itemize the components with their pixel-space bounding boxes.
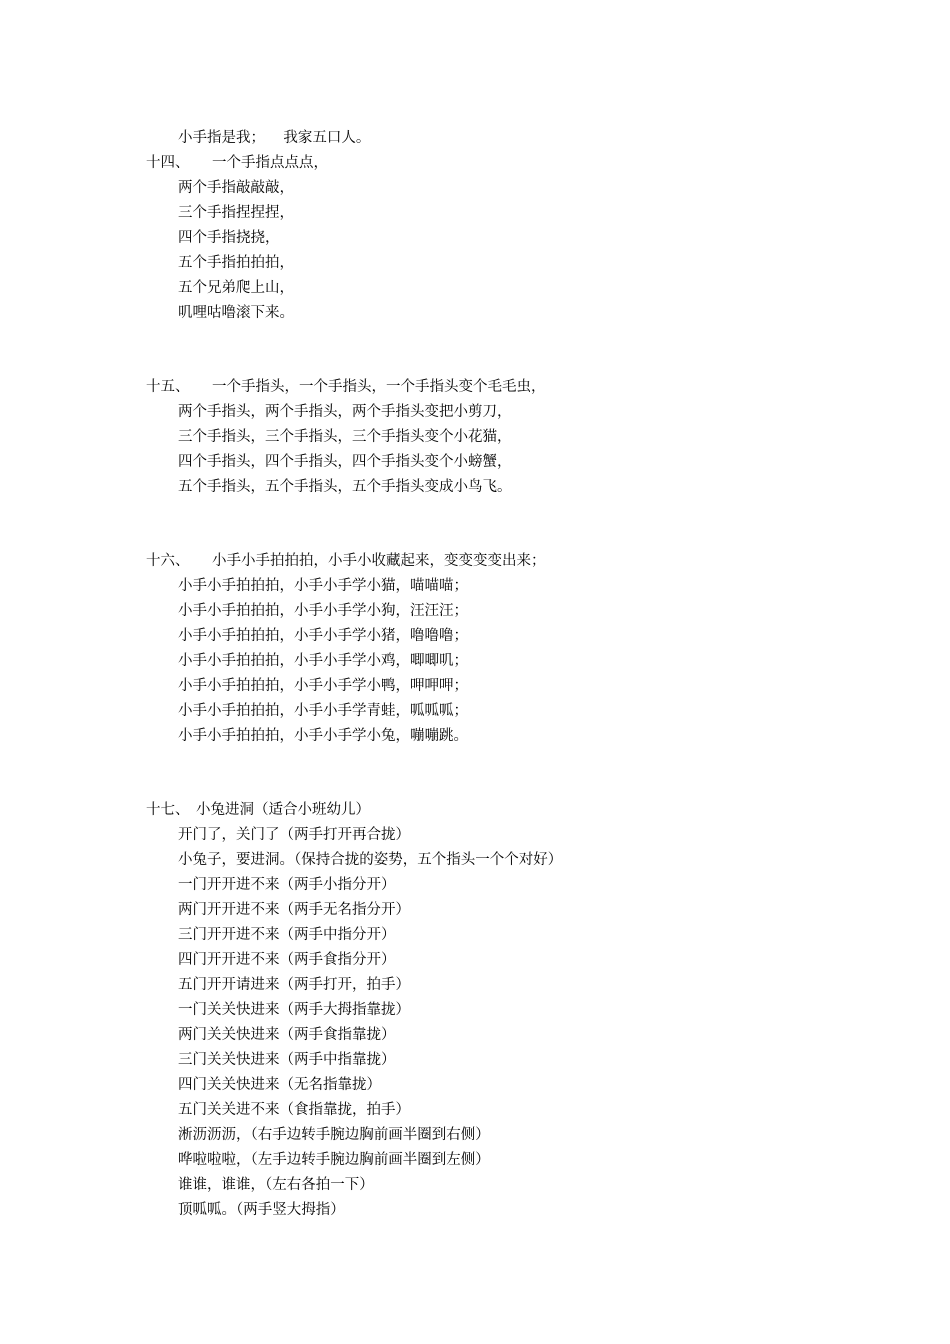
text-line: 四门关关快进来（无名指靠拢） <box>178 1077 381 1093</box>
section-first-line: 一个手指点点点， <box>212 155 328 171</box>
text-line: 小手小手拍拍拍，小手小手学小猪，噜噜噜； <box>178 628 468 644</box>
text-line: 淅沥沥沥，（右手边转手腕边胸前画半圈到右侧） <box>178 1127 490 1143</box>
text-line: 三门关关快进来（两手中指靠拢） <box>178 1052 396 1068</box>
text-line: 小手指是我； 我家五口人。 <box>178 130 371 146</box>
text-line: 五个兄弟爬上山， <box>178 280 294 296</box>
section-number: 十四、 <box>146 155 190 171</box>
text-line: 小兔子，要进洞。（保持合拢的姿势，五个指头一个个对好） <box>178 852 563 868</box>
text-line: 一门关关快进来（两手大拇指靠拢） <box>178 1002 410 1018</box>
text-line: 小手小手拍拍拍，小手小手学小鸡，唧唧叽； <box>178 653 468 669</box>
text-line: 三个手指捏捏捏， <box>178 205 294 221</box>
text-line: 四个手指挠挠， <box>178 230 280 246</box>
section-number: 十六、 <box>146 553 190 569</box>
section-first-line: 小兔进洞（适合小班幼儿） <box>196 802 370 818</box>
section-number: 十七、 <box>146 802 190 818</box>
text-line: 小手小手拍拍拍，小手小手学青蛙，呱呱呱； <box>178 703 468 719</box>
text-line: 谁谁，谁谁，（左右各拍一下） <box>178 1177 374 1193</box>
text-line: 四个手指头，四个手指头，四个手指头变个小螃蟹， <box>178 454 512 470</box>
text-line: 两门开开进不来（两手无名指分开） <box>178 902 410 918</box>
text-line: 五个手指头，五个手指头，五个手指头变成小鸟飞。 <box>178 479 512 495</box>
section-first-line: 小手小手拍拍拍，小手小收藏起来，变变变变出来； <box>212 553 546 569</box>
text-line: 两个手指敲敲敲， <box>178 180 294 196</box>
text-line: 五门关关进不来（食指靠拢，拍手） <box>178 1102 410 1118</box>
section-number: 十五、 <box>146 379 190 395</box>
text-line: 开门了，关门了（两手打开再合拢） <box>178 827 410 843</box>
text-line: 顶呱呱。（两手竖大拇指） <box>178 1202 345 1218</box>
text-line: 小手小手拍拍拍，小手小手学小狗，汪汪汪； <box>178 603 468 619</box>
text-line: 两门关关快进来（两手食指靠拢） <box>178 1027 396 1043</box>
text-line: 小手小手拍拍拍，小手小手学小猫，喵喵喵； <box>178 578 468 594</box>
text-line: 三门开开进不来（两手中指分开） <box>178 927 396 943</box>
text-line: 两个手指头，两个手指头，两个手指头变把小剪刀， <box>178 404 512 420</box>
text-line: 叽哩咕噜滚下来。 <box>178 305 294 321</box>
text-line: 四门开开进不来（两手食指分开） <box>178 952 396 968</box>
section-first-line: 一个手指头，一个手指头，一个手指头变个毛毛虫， <box>212 379 546 395</box>
text-line: 一门开开进不来（两手小指分开） <box>178 877 396 893</box>
text-line: 五门开开请进来（两手打开，拍手） <box>178 977 410 993</box>
text-line: 小手小手拍拍拍，小手小手学小鸭，呷呷呷； <box>178 678 468 694</box>
text-line: 五个手指拍拍拍， <box>178 255 294 271</box>
text-line: 小手小手拍拍拍，小手小手学小兔，嘣嘣跳。 <box>178 728 468 744</box>
text-line: 三个手指头，三个手指头，三个手指头变个小花猫， <box>178 429 512 445</box>
text-line: 哗啦啦啦，（左手边转手腕边胸前画半圈到左侧） <box>178 1152 490 1168</box>
